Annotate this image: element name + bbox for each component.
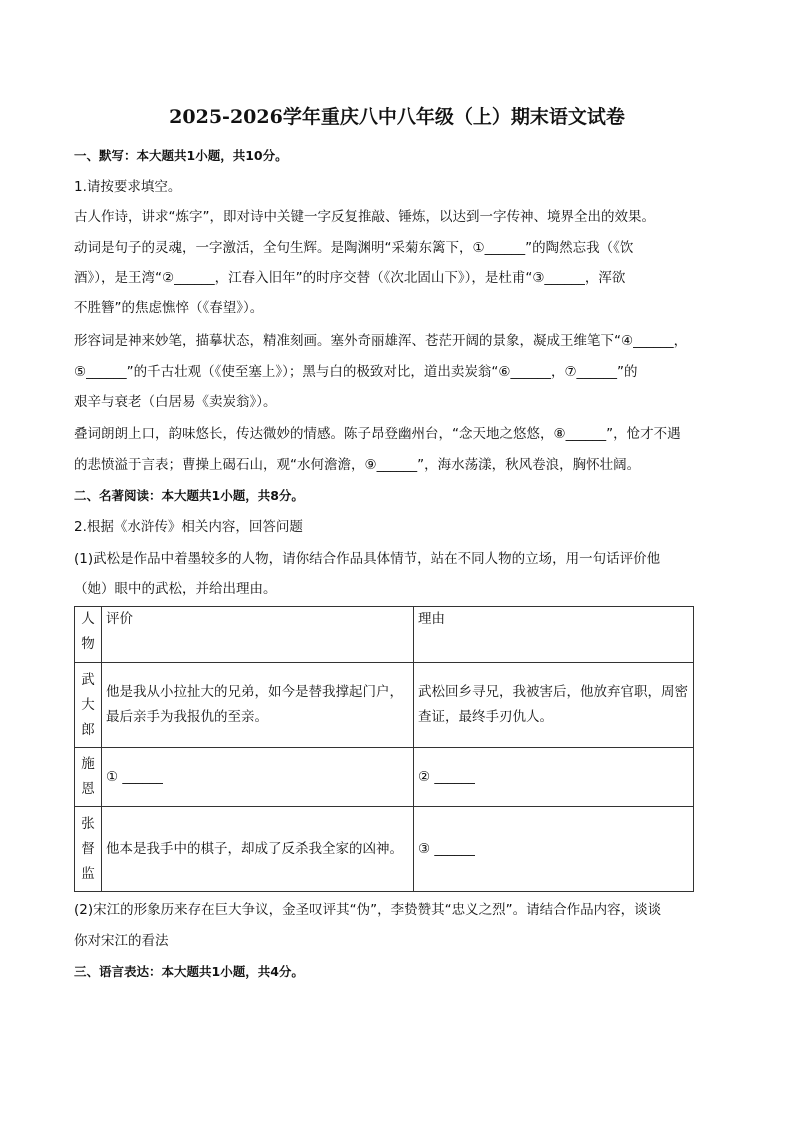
section-1-heading: 一、默写：本大题共1小题，共10分。 bbox=[74, 148, 288, 163]
row-reason: ② ______ bbox=[414, 748, 694, 807]
q1-line: ⑤______”的千古壮观（《使至塞上》）；黑与白的极致对比，道出卖炭翁“⑥______，⑦______”的 bbox=[74, 364, 638, 380]
section-2-heading: 二、名著阅读：本大题共1小题，共8分。 bbox=[74, 488, 304, 503]
row-person: 张 督 监 bbox=[75, 807, 102, 892]
q2-part1-line: (1)武松是作品中着墨较多的人物，请你结合作品具体情节，站在不同人物的立场，用一句话评价他 bbox=[74, 551, 661, 567]
row-reason: 武松回乡寻兄，我被害后，他放弃官职，周密查证，最终手刃仇人。 bbox=[414, 663, 694, 748]
q1-line: 酒》），是王湾“②______，江春入旧年”的时序交替（《次北固山下》），是杜甫“③______，浑欲 bbox=[74, 270, 626, 286]
q2-part1-line: （她）眼中的武松，并给出理由。 bbox=[74, 581, 277, 597]
row-person: 武 大 郎 bbox=[75, 663, 102, 748]
row-person: 施 恩 bbox=[75, 748, 102, 807]
table-row bbox=[75, 748, 694, 807]
section-3-heading: 三、语言表达：本大题共1小题，共4分。 bbox=[74, 964, 304, 979]
q1-line: 古人作诗，讲求“炼字”，即对诗中关键一字反复推敲、锤炼，以达到一字传神、境界全出的效果。 bbox=[74, 209, 655, 225]
q1-line: 1.请按要求填空。 bbox=[74, 179, 182, 195]
q2-part2-line: (2)宋江的形象历来存在巨大争议，金圣叹评其“伪”，李贽赞其“忠义之烈”。请结合作品内容，谈谈 bbox=[74, 902, 662, 918]
q1-line: 艰辛与衰老（白居易《卖炭翁》）。 bbox=[74, 394, 277, 410]
row-comment: ① ______ bbox=[102, 748, 414, 807]
header-reason: 理由 bbox=[414, 607, 694, 663]
table-header-row bbox=[75, 607, 694, 663]
q2-intro: 2.根据《水浒传》相关内容，回答问题 bbox=[74, 519, 303, 535]
q1-line: 叠词朗朗上口，韵味悠长，传达微妙的情感。陈子昂登幽州台，“念天地之悠悠，⑧______”，怆才不遇 bbox=[74, 426, 681, 442]
table-row bbox=[75, 807, 694, 892]
q2-part2-line: 你对宋江的看法 bbox=[74, 933, 169, 949]
character-table bbox=[74, 606, 694, 892]
header-person: 人 物 bbox=[75, 607, 102, 663]
q1-line: 不胜簪”的焦虑憔悴（《春望》）。 bbox=[74, 300, 264, 316]
header-comment: 评价 bbox=[102, 607, 414, 663]
q1-line: 的悲愤溢于言表；曹操上碣石山，观“水何澹澹，⑨______”，海水荡漾，秋风卷浪，胸怀壮阔。 bbox=[74, 457, 641, 473]
row-comment: 他是我从小拉扯大的兄弟，如今是替我撑起门户，最后亲手为我报仇的至亲。 bbox=[102, 663, 414, 748]
q1-line: 动词是句子的灵魂，一字激活，全句生辉。是陶渊明“采菊东篱下，①______”的陶然忘我（《饮 bbox=[74, 240, 634, 256]
exam-title: 2025-2026学年重庆八中八年级（上）期末语文试卷 bbox=[169, 106, 625, 128]
row-comment: 他本是我手中的棋子，却成了反杀我全家的凶神。 bbox=[102, 807, 414, 892]
table-row bbox=[75, 663, 694, 748]
row-reason: ③ ______ bbox=[414, 807, 694, 892]
q1-line: 形容词是神来妙笔，描摹状态，精准刻画。塞外奇丽雄浑、苍茫开阔的景象，凝成王维笔下“④______， bbox=[74, 333, 688, 349]
